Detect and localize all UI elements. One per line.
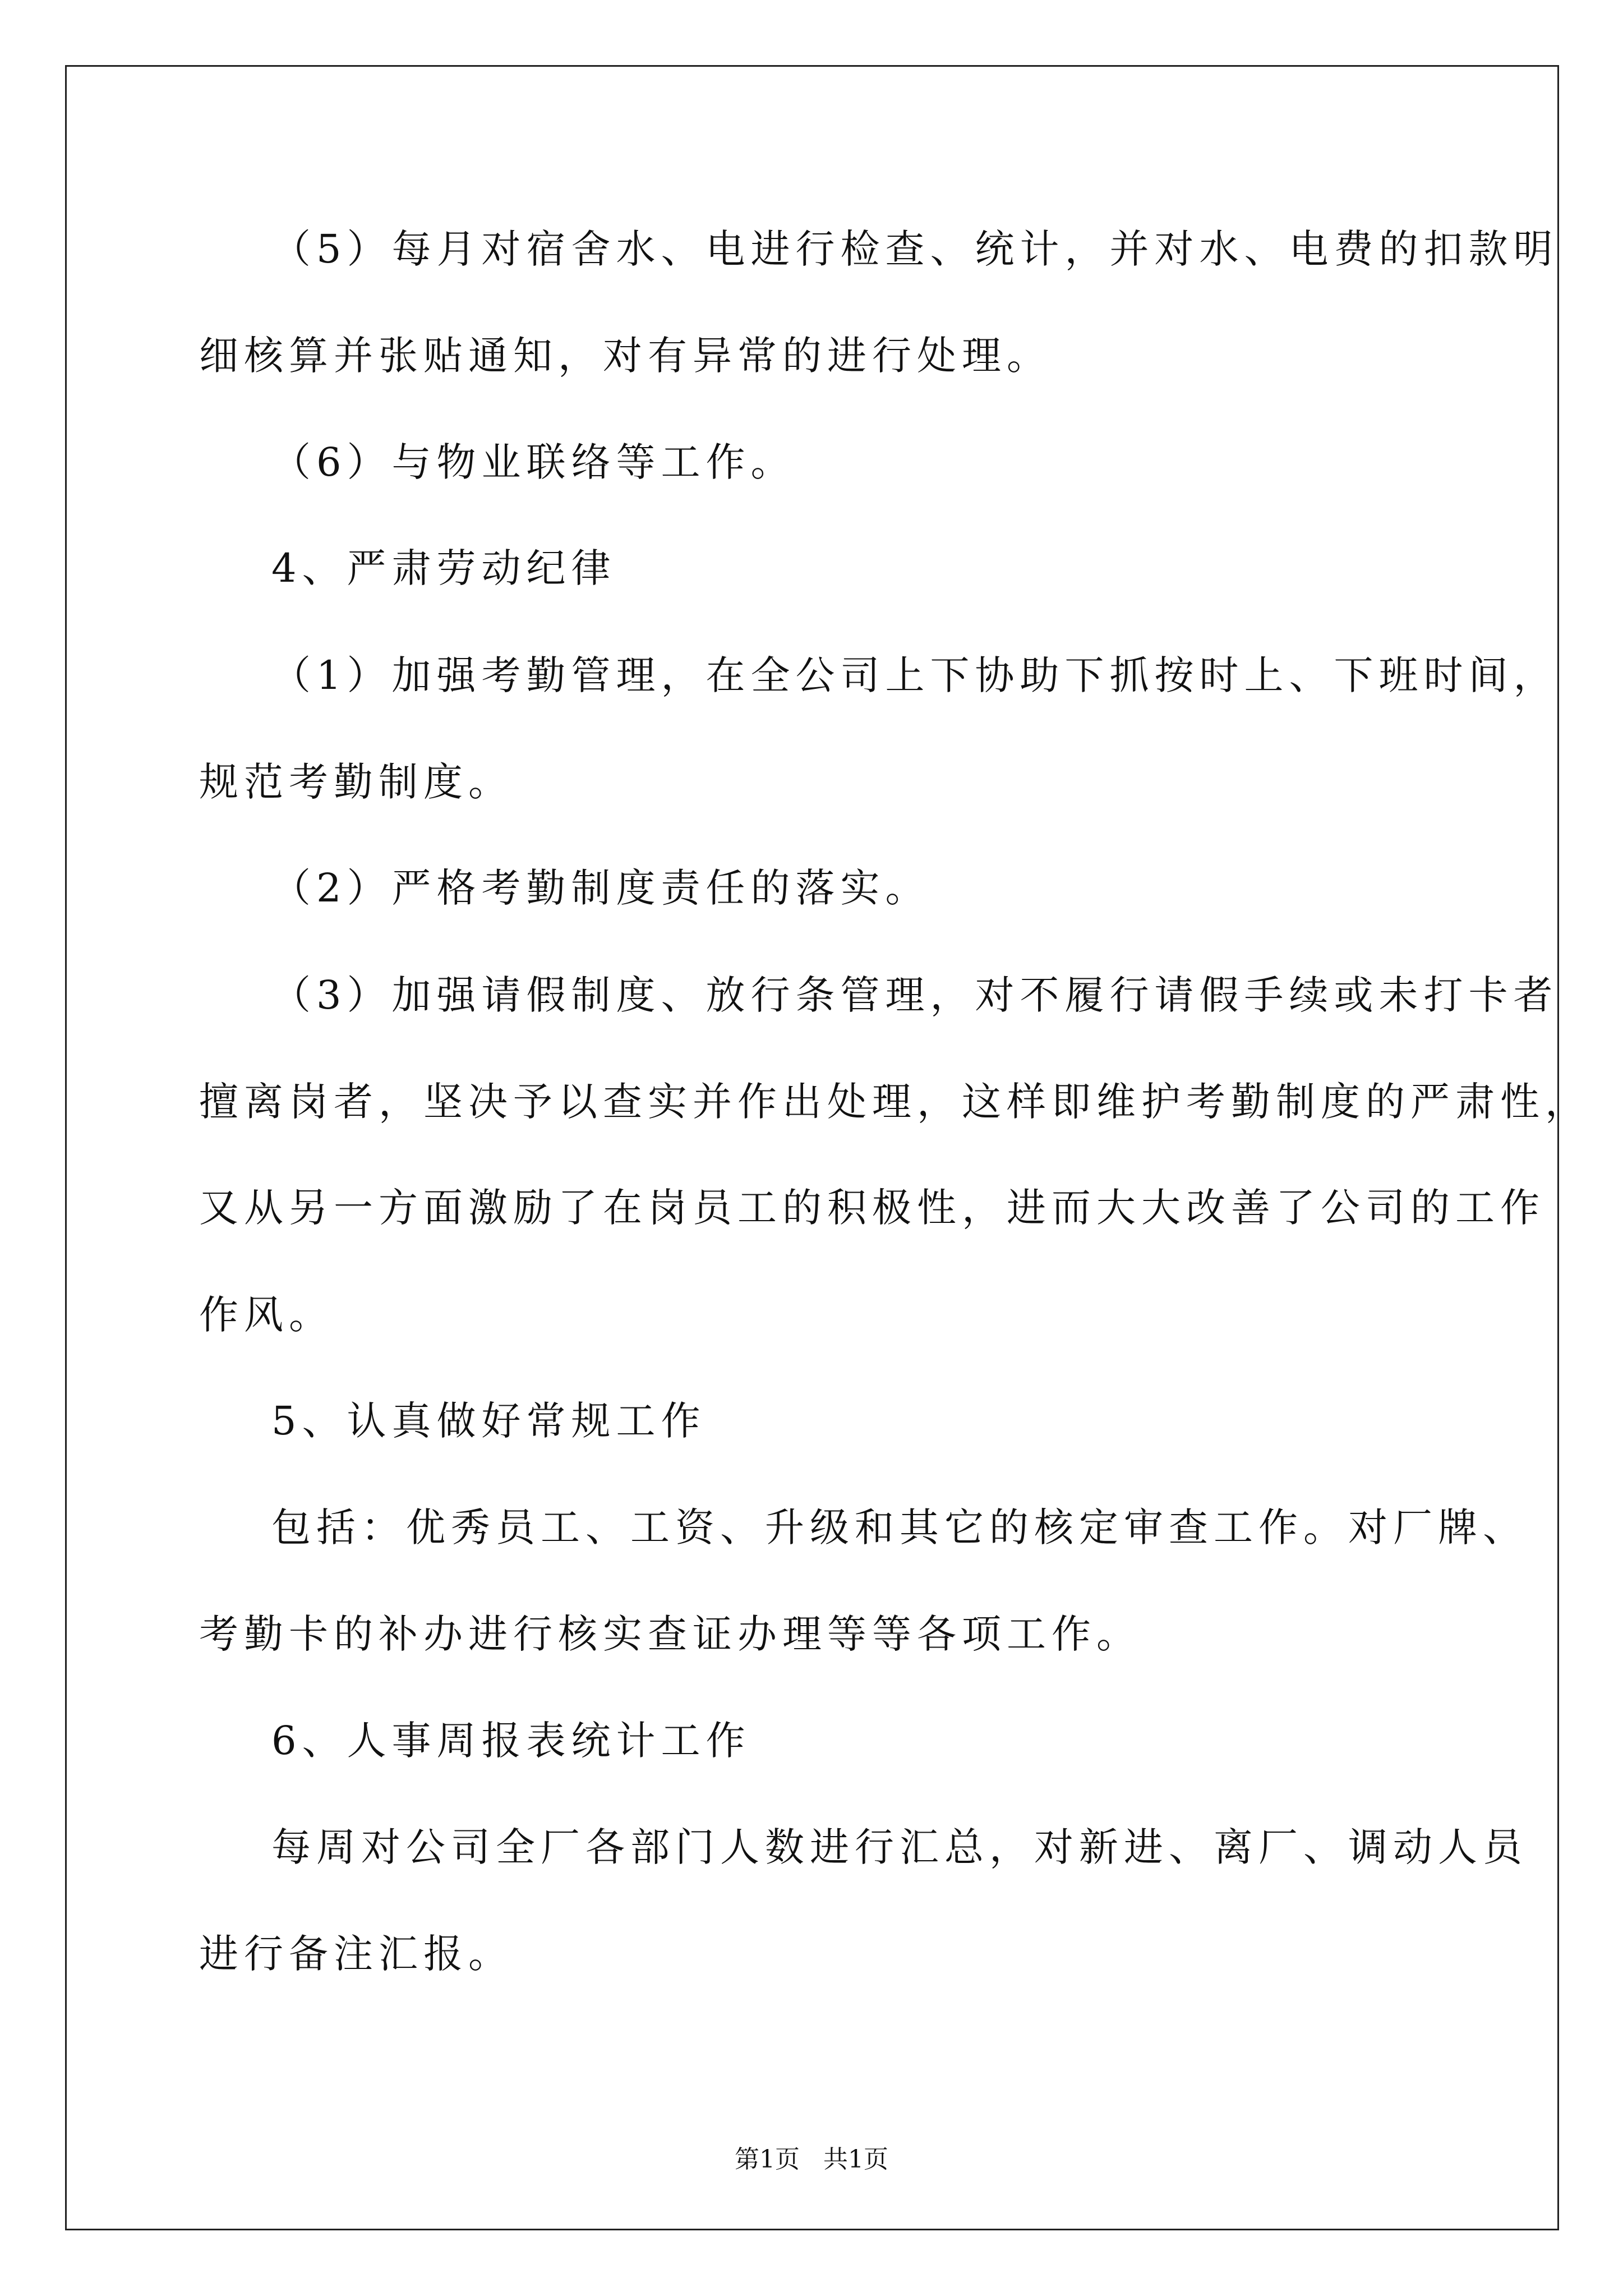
text-line: 规范考勤制度。	[199, 759, 513, 805]
text-line: 细核算并张贴通知，对有异常的进行处理。	[199, 333, 1052, 379]
text-line: 包括：优秀员工、工资、升级和其它的核定审查工作。对厂牌、	[199, 1504, 1528, 1550]
text-line: 又从另一方面激励了在岗员工的积极性，进而大大改善了公司的工作	[199, 1185, 1545, 1231]
text-line: 考勤卡的补办进行核实查证办理等等各项工作。	[199, 1611, 1141, 1657]
text-line: （5）每月对宿舍水、电进行检查、统计，并对水、电费的扣款明	[199, 226, 1559, 272]
text-line: 每周对公司全厂各部门人数进行汇总，对新进、离厂、调动人员	[199, 1824, 1528, 1870]
text-line: （1）加强考勤管理，在全公司上下协助下抓按时上、下班时间，	[199, 652, 1559, 698]
page-number: 第1页	[735, 2145, 800, 2174]
section-heading: 5、认真做好常规工作	[199, 1398, 706, 1444]
page-border	[65, 65, 1590, 2230]
text-line: 擅离岗者，坚决予以查实并作出处理，这样即维护考勤制度的严肃性，	[199, 1079, 1590, 1125]
text-line: 作风。	[199, 1292, 334, 1338]
page-total: 共1页	[823, 2145, 888, 2174]
text-line: 进行备注汇报。	[199, 1931, 513, 1977]
section-heading: 4、严肃劳动纪律	[199, 545, 616, 591]
text-line: （2）严格考勤制度责任的落实。	[199, 865, 930, 911]
page-footer	[0, 2143, 1623, 2177]
section-heading: 6、人事周报表统计工作	[199, 1718, 751, 1764]
text-line: （3）加强请假制度、放行条管理，对不履行请假手续或未打卡者	[199, 972, 1559, 1018]
text-line: （6）与物业联络等工作。	[199, 439, 796, 485]
